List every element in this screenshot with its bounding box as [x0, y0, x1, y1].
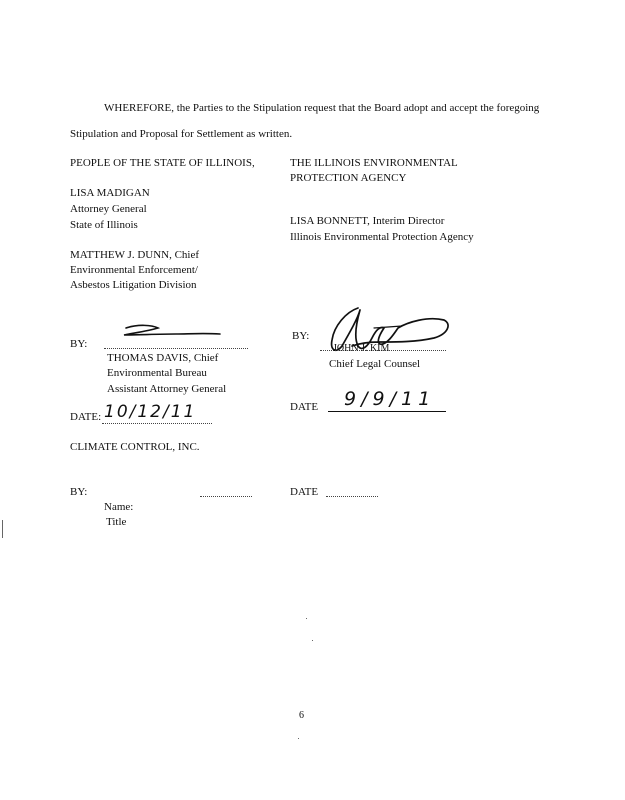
left-by-label: BY: [70, 338, 88, 350]
division-chief-division-line-2: Asbestos Litigation Division [70, 279, 197, 291]
division-chief-name: MATTHEW J. DUNN, Chief [70, 249, 200, 261]
intro-line-1: WHEREFORE, the Parties to the Stipulation request that the Board adopt and accept the foregoing [104, 102, 540, 114]
left-signer-bureau: Environmental Bureau [107, 367, 207, 379]
right-date-line [328, 411, 446, 412]
left-party-heading: PEOPLE OF THE STATE OF ILLINOIS, [70, 157, 255, 169]
company-signature-line [200, 496, 252, 497]
right-signer-title: Chief Legal Counsel [329, 358, 421, 370]
left-signer-name: THOMAS DAVIS, Chief [107, 352, 219, 364]
scan-speck [312, 640, 313, 641]
scan-speck [298, 738, 299, 739]
scan-edge-mark [2, 520, 3, 538]
right-party-heading-line-1: THE ILLINOIS ENVIRONMENTAL [290, 157, 458, 169]
interim-director-name: LISA BONNETT, Interim Director [290, 215, 445, 227]
left-date-value: 10/12/11 [104, 402, 197, 422]
company-name-label: Name: [104, 501, 134, 513]
left-signature-line [104, 348, 248, 349]
attorney-general-state: State of Illinois [70, 219, 138, 231]
right-by-label: BY: [292, 330, 310, 342]
intro-line-2: Stipulation and Proposal for Settlement as written. [70, 128, 293, 140]
left-date-line [102, 423, 212, 424]
right-date-label: DATE [290, 401, 319, 413]
attorney-general-title: Attorney General [70, 203, 147, 215]
left-date-label: DATE: [70, 411, 102, 423]
left-signer-title: Assistant Attorney General [107, 383, 227, 395]
right-party-heading-line-2: PROTECTION AGENCY [290, 172, 407, 184]
company-date-line [326, 496, 378, 497]
right-date-value: 9/9/11 [344, 388, 436, 410]
interim-director-agency: Illinois Environmental Protection Agency [290, 231, 474, 243]
attorney-general-name: LISA MADIGAN [70, 187, 150, 199]
company-title-label: Title [106, 516, 127, 528]
page-number: 6 [299, 710, 304, 721]
company-name: CLIMATE CONTROL, INC. [70, 441, 200, 453]
division-chief-division-line-1: Environmental Enforcement/ [70, 264, 198, 276]
company-by-label: BY: [70, 486, 88, 498]
left-signature [118, 322, 248, 350]
right-signer-name: JOHN J. KIM [333, 343, 390, 354]
scan-speck [306, 618, 307, 619]
company-date-label: DATE [290, 486, 319, 498]
